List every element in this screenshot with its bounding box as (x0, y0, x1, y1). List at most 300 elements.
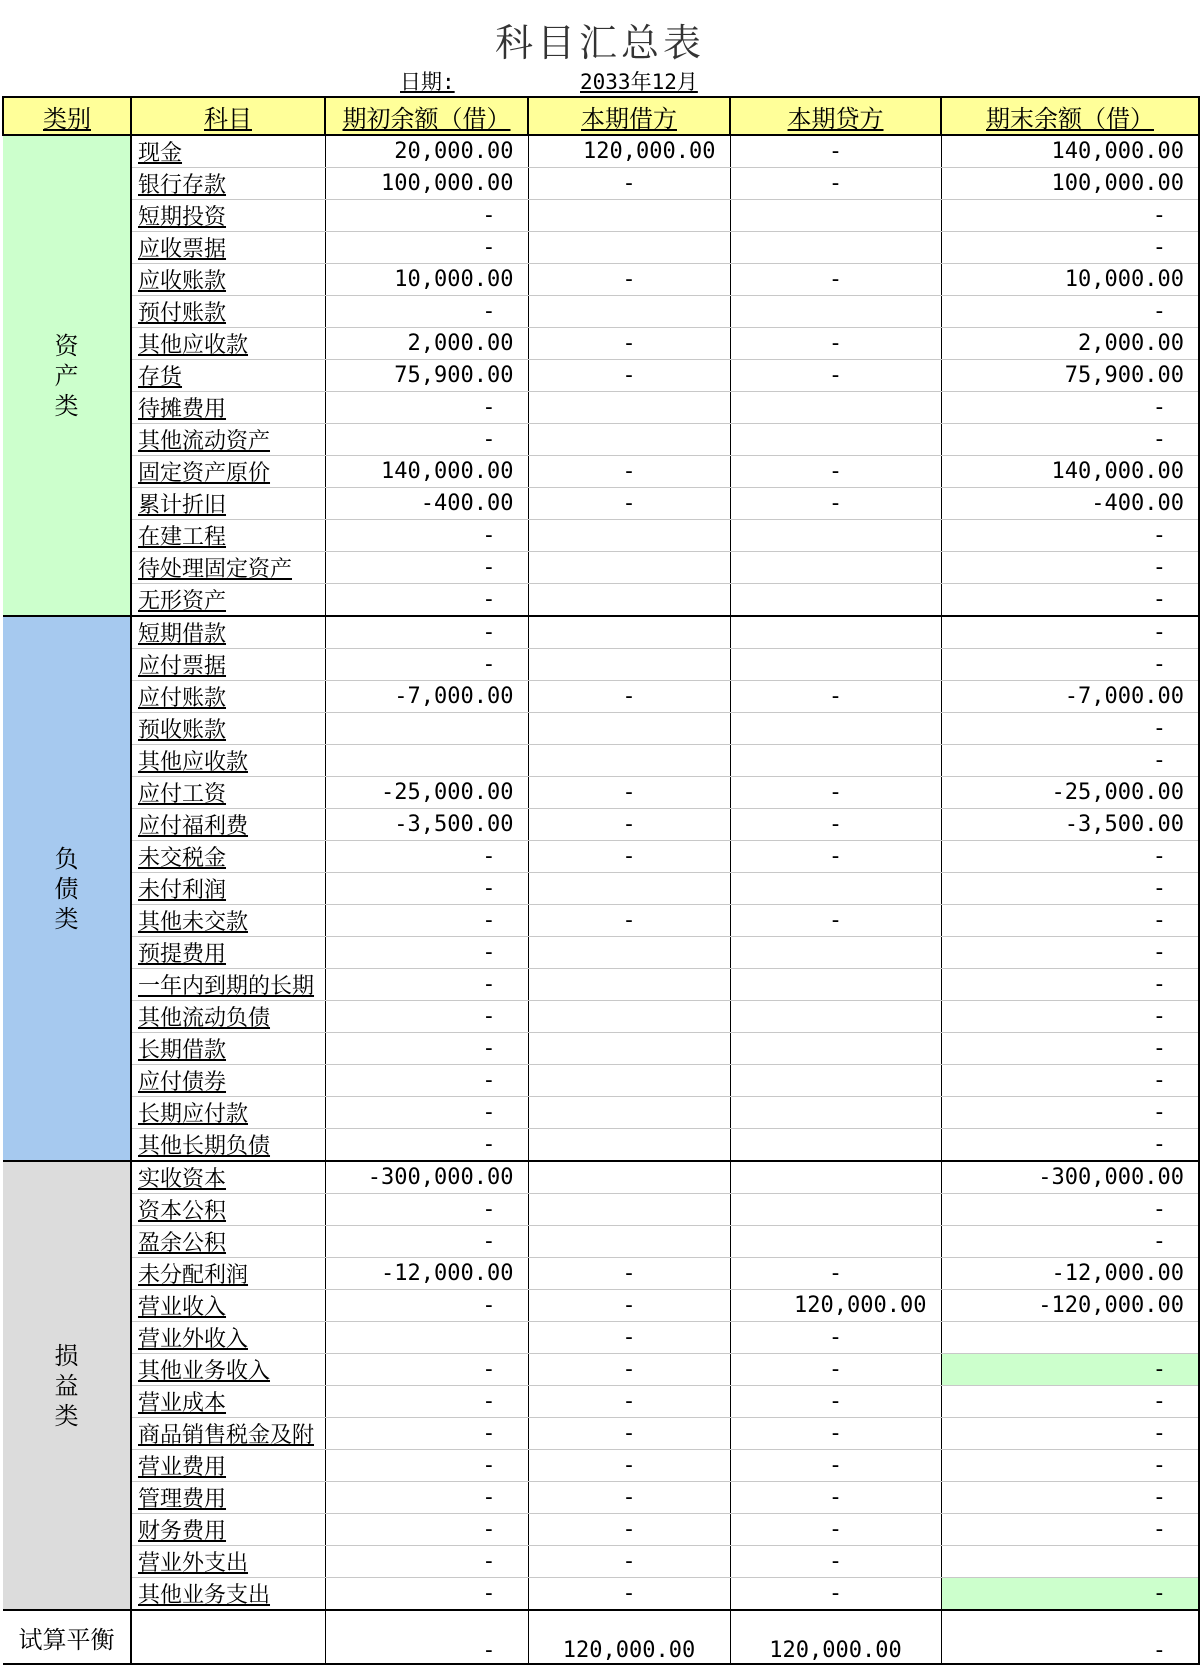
period-credit-cell[interactable]: - (730, 841, 941, 873)
subject-cell[interactable]: 未分配利润 (131, 1258, 325, 1290)
closing-balance-cell[interactable]: - (941, 584, 1199, 617)
opening-balance-cell[interactable]: - (325, 392, 528, 424)
table-row (3, 1001, 1199, 1033)
period-credit-cell[interactable] (730, 1065, 941, 1097)
date-value[interactable]: 2033年12月 (580, 70, 698, 94)
period-credit-cell[interactable] (730, 713, 941, 745)
opening-balance-cell[interactable]: - (325, 1129, 528, 1162)
subject-cell[interactable]: 未交税金 (131, 841, 325, 873)
table-row (3, 1354, 1199, 1386)
period-credit-cell[interactable] (730, 424, 941, 456)
closing-balance-cell[interactable]: - (941, 296, 1199, 328)
table-row (3, 200, 1199, 232)
period-debit-cell[interactable] (528, 1065, 730, 1097)
period-credit-cell[interactable] (730, 392, 941, 424)
subject-cell[interactable]: 现金 (131, 135, 325, 168)
table-row (3, 1258, 1199, 1290)
opening-balance-cell[interactable]: - (325, 520, 528, 552)
table-row (3, 1450, 1199, 1482)
closing-balance-cell[interactable]: - (941, 1226, 1199, 1258)
period-debit-cell[interactable] (528, 1097, 730, 1129)
table-row (3, 713, 1199, 745)
subject-cell[interactable]: 应付账款 (131, 681, 325, 713)
subject-cell[interactable]: 短期投资 (131, 200, 325, 232)
opening-balance-cell[interactable]: - (325, 1226, 528, 1258)
table-row (3, 681, 1199, 713)
period-debit-cell[interactable] (528, 200, 730, 232)
opening-balance-cell[interactable]: 2,000.00 (325, 328, 528, 360)
closing-balance-cell[interactable]: - (941, 1129, 1199, 1162)
category-cell[interactable] (3, 135, 131, 616)
period-credit-cell[interactable] (730, 232, 941, 264)
period-credit-cell[interactable]: - (730, 809, 941, 841)
opening-balance-cell[interactable]: - (325, 937, 528, 969)
period-debit-cell[interactable]: - (528, 809, 730, 841)
opening-balance-cell[interactable]: - (325, 841, 528, 873)
subject-cell[interactable]: 短期借款 (131, 616, 325, 649)
table-row (3, 584, 1199, 617)
closing-balance-cell[interactable]: - (941, 841, 1199, 873)
opening-balance-cell[interactable]: - (325, 424, 528, 456)
opening-balance-cell[interactable]: 100,000.00 (325, 168, 528, 200)
closing-balance-cell[interactable]: - (941, 1001, 1199, 1033)
table-row (3, 905, 1199, 937)
subject-cell[interactable]: 营业收入 (131, 1290, 325, 1322)
period-credit-cell[interactable]: - (730, 1578, 941, 1611)
period-debit-cell[interactable]: - (528, 841, 730, 873)
subject-cell[interactable]: 长期应付款 (131, 1097, 325, 1129)
period-debit-cell[interactable] (528, 616, 730, 649)
period-credit-cell[interactable] (730, 649, 941, 681)
header-row (3, 97, 1199, 135)
subject-cell[interactable]: 存货 (131, 360, 325, 392)
period-debit-cell[interactable] (528, 745, 730, 777)
subject-cell[interactable]: 实收资本 (131, 1161, 325, 1194)
table-row (3, 1194, 1199, 1226)
period-debit-cell[interactable] (528, 969, 730, 1001)
opening-balance-cell[interactable]: -7,000.00 (325, 681, 528, 713)
opening-balance-cell[interactable]: - (325, 1386, 528, 1418)
table-row (3, 1418, 1199, 1450)
subject-cell[interactable]: 待处理固定资产 (131, 552, 325, 584)
period-credit-cell[interactable] (730, 1194, 941, 1226)
period-credit-cell[interactable] (730, 873, 941, 905)
closing-balance-cell[interactable]: - (941, 1097, 1199, 1129)
period-credit-cell[interactable]: - (730, 328, 941, 360)
period-debit-cell[interactable]: - (528, 1354, 730, 1386)
opening-balance-cell[interactable]: 140,000.00 (325, 456, 528, 488)
subject-cell[interactable]: 待摊费用 (131, 392, 325, 424)
subject-cell[interactable]: 其他应收款 (131, 745, 325, 777)
period-credit-cell[interactable]: - (730, 360, 941, 392)
opening-balance-cell[interactable]: -12,000.00 (325, 1258, 528, 1290)
opening-balance-cell[interactable]: 10,000.00 (325, 264, 528, 296)
trial-balance-closing[interactable]: - (941, 1610, 1199, 1664)
table-row (3, 1546, 1199, 1578)
table-row (3, 488, 1199, 520)
table-row (3, 360, 1199, 392)
header-period-credit[interactable]: 本期贷方 (730, 97, 941, 135)
period-credit-cell[interactable]: - (730, 1386, 941, 1418)
closing-balance-cell[interactable]: - (941, 1578, 1199, 1611)
trial-balance-label[interactable]: 试算平衡 (3, 1610, 131, 1664)
subject-cell[interactable]: 应付票据 (131, 649, 325, 681)
opening-balance-cell[interactable]: - (325, 1514, 528, 1546)
period-debit-cell[interactable]: - (528, 1418, 730, 1450)
opening-balance-cell[interactable]: 20,000.00 (325, 135, 528, 168)
opening-balance-cell[interactable]: - (325, 616, 528, 649)
period-debit-cell[interactable] (528, 520, 730, 552)
table-row (3, 1514, 1199, 1546)
period-debit-cell[interactable] (528, 1161, 730, 1194)
opening-balance-cell[interactable] (325, 745, 528, 777)
closing-balance-cell[interactable]: - (941, 649, 1199, 681)
period-debit-cell[interactable] (528, 1129, 730, 1162)
closing-balance-cell[interactable]: -120,000.00 (941, 1290, 1199, 1322)
period-credit-cell[interactable] (730, 200, 941, 232)
table-row (3, 1161, 1199, 1194)
closing-balance-cell[interactable]: - (941, 392, 1199, 424)
subject-cell[interactable]: 无形资产 (131, 584, 325, 617)
period-credit-cell[interactable]: - (730, 1514, 941, 1546)
opening-balance-cell[interactable]: 75,900.00 (325, 360, 528, 392)
period-credit-cell[interactable] (730, 1033, 941, 1065)
period-credit-cell[interactable]: - (730, 264, 941, 296)
period-credit-cell[interactable] (730, 969, 941, 1001)
table-row (3, 328, 1199, 360)
subject-cell[interactable]: 其他应收款 (131, 328, 325, 360)
subject-cell[interactable]: 应付福利费 (131, 809, 325, 841)
closing-balance-cell[interactable]: -3,500.00 (941, 809, 1199, 841)
subject-cell[interactable]: 固定资产原价 (131, 456, 325, 488)
period-debit-cell[interactable]: - (528, 1450, 730, 1482)
subject-cell[interactable]: 盈余公积 (131, 1226, 325, 1258)
period-debit-cell[interactable]: - (528, 777, 730, 809)
period-debit-cell[interactable]: - (528, 456, 730, 488)
subject-cell[interactable]: 预付账款 (131, 296, 325, 328)
period-credit-cell[interactable]: - (730, 1258, 941, 1290)
period-debit-cell[interactable] (528, 649, 730, 681)
period-credit-cell[interactable]: 120,000.00 (730, 1290, 941, 1322)
trial-balance-debit[interactable]: 120,000.00 (528, 1610, 730, 1664)
subject-cell[interactable]: 预提费用 (131, 937, 325, 969)
period-credit-cell[interactable]: - (730, 1418, 941, 1450)
opening-balance-cell[interactable]: -25,000.00 (325, 777, 528, 809)
category-label: 负债类 (54, 844, 79, 933)
table-row (3, 1129, 1199, 1162)
subject-cell[interactable]: 其他流动资产 (131, 424, 325, 456)
subject-cell[interactable]: 未付利润 (131, 873, 325, 905)
closing-balance-cell[interactable]: - (941, 1514, 1199, 1546)
opening-balance-cell[interactable] (325, 713, 528, 745)
opening-balance-cell[interactable]: -300,000.00 (325, 1161, 528, 1194)
period-credit-cell[interactable] (730, 1161, 941, 1194)
table-row (3, 232, 1199, 264)
table-row (3, 777, 1199, 809)
subject-cell[interactable]: 在建工程 (131, 520, 325, 552)
period-credit-cell[interactable] (730, 552, 941, 584)
closing-balance-cell[interactable]: - (941, 1450, 1199, 1482)
opening-balance-cell[interactable]: -400.00 (325, 488, 528, 520)
closing-balance-cell[interactable]: - (941, 905, 1199, 937)
closing-balance-cell[interactable]: - (941, 424, 1199, 456)
subject-cell[interactable]: 应付债券 (131, 1065, 325, 1097)
opening-balance-cell[interactable]: - (325, 1033, 528, 1065)
subject-cell[interactable]: 财务费用 (131, 1514, 325, 1546)
closing-balance-cell[interactable]: - (941, 1386, 1199, 1418)
subject-cell[interactable]: 应收票据 (131, 232, 325, 264)
table-row (3, 264, 1199, 296)
closing-balance-cell[interactable]: - (941, 232, 1199, 264)
period-debit-cell[interactable]: 120,000.00 (528, 135, 730, 168)
period-debit-cell[interactable]: - (528, 1482, 730, 1514)
period-debit-cell[interactable]: - (528, 328, 730, 360)
closing-balance-cell[interactable]: - (941, 1065, 1199, 1097)
opening-balance-cell[interactable]: - (325, 296, 528, 328)
table-row (3, 937, 1199, 969)
category-cell[interactable] (3, 616, 131, 1161)
category-label: 损益类 (54, 1341, 79, 1430)
period-credit-cell[interactable]: - (730, 488, 941, 520)
table-row (3, 296, 1199, 328)
period-debit-cell[interactable]: - (528, 1578, 730, 1611)
period-debit-cell[interactable]: - (528, 1290, 730, 1322)
closing-balance-cell[interactable]: - (941, 1482, 1199, 1514)
closing-balance-cell[interactable]: - (941, 552, 1199, 584)
table-row (3, 1226, 1199, 1258)
period-debit-cell[interactable]: - (528, 1322, 730, 1354)
closing-balance-cell[interactable]: -300,000.00 (941, 1161, 1199, 1194)
opening-balance-cell[interactable]: - (325, 1065, 528, 1097)
table-row (3, 520, 1199, 552)
subject-cell[interactable]: 其他长期负债 (131, 1129, 325, 1162)
header-opening-balance[interactable]: 期初余额（借） (325, 97, 528, 135)
period-credit-cell[interactable] (730, 616, 941, 649)
subject-cell[interactable]: 其他流动负债 (131, 1001, 325, 1033)
subject-cell[interactable]: 累计折旧 (131, 488, 325, 520)
subject-cell[interactable]: 其他业务收入 (131, 1354, 325, 1386)
opening-balance-cell[interactable]: - (325, 1418, 528, 1450)
period-debit-cell[interactable]: - (528, 264, 730, 296)
table-row (3, 135, 1199, 168)
period-debit-cell[interactable]: - (528, 1386, 730, 1418)
closing-balance-cell[interactable]: -25,000.00 (941, 777, 1199, 809)
period-credit-cell[interactable]: - (730, 168, 941, 200)
table-row (3, 841, 1199, 873)
category-label: 资产类 (54, 331, 79, 420)
closing-balance-cell[interactable]: - (941, 1194, 1199, 1226)
subject-cell[interactable]: 商品销售税金及附 (131, 1418, 325, 1450)
opening-balance-cell[interactable]: - (325, 1450, 528, 1482)
opening-balance-cell[interactable]: - (325, 969, 528, 1001)
opening-balance-cell[interactable]: - (325, 1097, 528, 1129)
period-credit-cell[interactable] (730, 1226, 941, 1258)
period-debit-cell[interactable]: - (528, 488, 730, 520)
table-row (3, 873, 1199, 905)
closing-balance-cell[interactable]: - (941, 200, 1199, 232)
period-debit-cell[interactable] (528, 296, 730, 328)
closing-balance-cell[interactable]: - (941, 745, 1199, 777)
period-credit-cell[interactable] (730, 520, 941, 552)
opening-balance-cell[interactable]: - (325, 1354, 528, 1386)
closing-balance-cell[interactable]: - (941, 1354, 1199, 1386)
opening-balance-cell[interactable] (325, 1322, 528, 1354)
period-debit-cell[interactable] (528, 1194, 730, 1226)
table-row (3, 1033, 1199, 1065)
opening-balance-cell[interactable]: - (325, 1290, 528, 1322)
period-debit-cell[interactable]: - (528, 1258, 730, 1290)
closing-balance-cell[interactable]: 10,000.00 (941, 264, 1199, 296)
opening-balance-cell[interactable]: - (325, 905, 528, 937)
closing-balance-cell[interactable]: -12,000.00 (941, 1258, 1199, 1290)
opening-balance-cell[interactable]: - (325, 552, 528, 584)
closing-balance-cell[interactable]: - (941, 1033, 1199, 1065)
period-debit-cell[interactable]: - (528, 1546, 730, 1578)
opening-balance-cell[interactable]: -3,500.00 (325, 809, 528, 841)
table-row (3, 424, 1199, 456)
subject-cell[interactable]: 一年内到期的长期 (131, 969, 325, 1001)
closing-balance-cell[interactable]: - (941, 873, 1199, 905)
period-debit-cell[interactable] (528, 873, 730, 905)
table-row (3, 1578, 1199, 1611)
period-debit-cell[interactable]: - (528, 905, 730, 937)
period-debit-cell[interactable] (528, 392, 730, 424)
period-debit-cell[interactable] (528, 1001, 730, 1033)
table-row (3, 1290, 1199, 1322)
table-row (3, 616, 1199, 649)
subject-cell[interactable]: 资本公积 (131, 1194, 325, 1226)
opening-balance-cell[interactable]: - (325, 584, 528, 617)
table-row (3, 745, 1199, 777)
closing-balance-cell[interactable]: - (941, 1418, 1199, 1450)
table-row (3, 168, 1199, 200)
subject-cell[interactable]: 管理费用 (131, 1482, 325, 1514)
period-credit-cell[interactable]: - (730, 681, 941, 713)
period-credit-cell[interactable]: - (730, 1546, 941, 1578)
period-debit-cell[interactable] (528, 552, 730, 584)
period-credit-cell[interactable]: - (730, 135, 941, 168)
date-label: 日期: (400, 70, 455, 94)
closing-balance-cell[interactable]: 140,000.00 (941, 135, 1199, 168)
period-debit-cell[interactable] (528, 937, 730, 969)
period-debit-cell[interactable] (528, 1033, 730, 1065)
opening-balance-cell[interactable]: - (325, 1194, 528, 1226)
period-debit-cell[interactable] (528, 584, 730, 617)
subject-cell[interactable]: 长期借款 (131, 1033, 325, 1065)
closing-balance-cell[interactable]: 2,000.00 (941, 328, 1199, 360)
closing-balance-cell[interactable]: 140,000.00 (941, 456, 1199, 488)
opening-balance-cell[interactable]: - (325, 232, 528, 264)
subject-cell[interactable]: 营业外支出 (131, 1546, 325, 1578)
opening-balance-cell[interactable]: - (325, 200, 528, 232)
period-debit-cell[interactable] (528, 424, 730, 456)
period-credit-cell[interactable] (730, 584, 941, 617)
header-closing-balance[interactable]: 期末余额（借） (941, 97, 1199, 135)
table-row (3, 1097, 1199, 1129)
opening-balance-cell[interactable]: - (325, 873, 528, 905)
opening-balance-cell[interactable]: - (325, 1001, 528, 1033)
period-credit-cell[interactable]: - (730, 1482, 941, 1514)
closing-balance-cell[interactable]: -400.00 (941, 488, 1199, 520)
closing-balance-cell[interactable] (941, 1546, 1199, 1578)
subject-cell[interactable]: 应付工资 (131, 777, 325, 809)
period-credit-cell[interactable]: - (730, 1322, 941, 1354)
closing-balance-cell[interactable] (941, 1322, 1199, 1354)
period-debit-cell[interactable]: - (528, 681, 730, 713)
table-row (3, 1065, 1199, 1097)
table-row (3, 649, 1199, 681)
sheet-title: 科目汇总表 (494, 21, 705, 65)
header-category[interactable]: 类别 (3, 97, 131, 135)
closing-balance-cell[interactable]: - (941, 616, 1199, 649)
opening-balance-cell[interactable]: - (325, 1482, 528, 1514)
period-debit-cell[interactable] (528, 713, 730, 745)
period-credit-cell[interactable] (730, 1001, 941, 1033)
category-cell[interactable] (3, 1161, 131, 1610)
period-debit-cell[interactable]: - (528, 168, 730, 200)
table-row (3, 1386, 1199, 1418)
period-credit-cell[interactable]: - (730, 777, 941, 809)
subject-cell[interactable]: 营业外收入 (131, 1322, 325, 1354)
table-row (3, 969, 1199, 1001)
period-credit-cell[interactable] (730, 745, 941, 777)
subject-cell[interactable]: 应收账款 (131, 264, 325, 296)
period-debit-cell[interactable] (528, 1226, 730, 1258)
closing-balance-cell[interactable]: - (941, 713, 1199, 745)
closing-balance-cell[interactable]: - (941, 969, 1199, 1001)
closing-balance-cell[interactable]: 75,900.00 (941, 360, 1199, 392)
table-row (3, 1322, 1199, 1354)
period-debit-cell[interactable]: - (528, 1514, 730, 1546)
period-debit-cell[interactable] (528, 232, 730, 264)
period-credit-cell[interactable] (730, 296, 941, 328)
opening-balance-cell[interactable]: - (325, 1546, 528, 1578)
trial-balance-opening[interactable]: - (325, 1610, 528, 1664)
period-credit-cell[interactable] (730, 937, 941, 969)
opening-balance-cell[interactable]: - (325, 649, 528, 681)
account-summary-table (2, 96, 1200, 1665)
period-credit-cell[interactable]: - (730, 456, 941, 488)
closing-balance-cell[interactable]: - (941, 937, 1199, 969)
trial-balance-row (3, 1610, 1199, 1664)
subject-cell[interactable]: 其他业务支出 (131, 1578, 325, 1611)
table-row (3, 809, 1199, 841)
table-row (3, 392, 1199, 424)
closing-balance-cell[interactable]: - (941, 520, 1199, 552)
period-credit-cell[interactable]: - (730, 905, 941, 937)
period-credit-cell[interactable]: - (730, 1450, 941, 1482)
trial-balance-credit[interactable]: 120,000.00 (730, 1610, 941, 1664)
header-period-debit[interactable]: 本期借方 (528, 97, 730, 135)
opening-balance-cell[interactable]: - (325, 1578, 528, 1611)
period-credit-cell[interactable] (730, 1129, 941, 1162)
period-credit-cell[interactable] (730, 1097, 941, 1129)
subject-cell[interactable]: 营业成本 (131, 1386, 325, 1418)
trial-balance-blank[interactable] (131, 1610, 325, 1664)
period-credit-cell[interactable]: - (730, 1354, 941, 1386)
table-row (3, 552, 1199, 584)
subject-cell[interactable]: 银行存款 (131, 168, 325, 200)
subject-cell[interactable]: 营业费用 (131, 1450, 325, 1482)
subject-cell[interactable]: 预收账款 (131, 713, 325, 745)
table-row (3, 1482, 1199, 1514)
closing-balance-cell[interactable]: -7,000.00 (941, 681, 1199, 713)
header-subject[interactable]: 科目 (131, 97, 325, 135)
table-row (3, 456, 1199, 488)
period-debit-cell[interactable]: - (528, 360, 730, 392)
closing-balance-cell[interactable]: 100,000.00 (941, 168, 1199, 200)
subject-cell[interactable]: 其他未交款 (131, 905, 325, 937)
